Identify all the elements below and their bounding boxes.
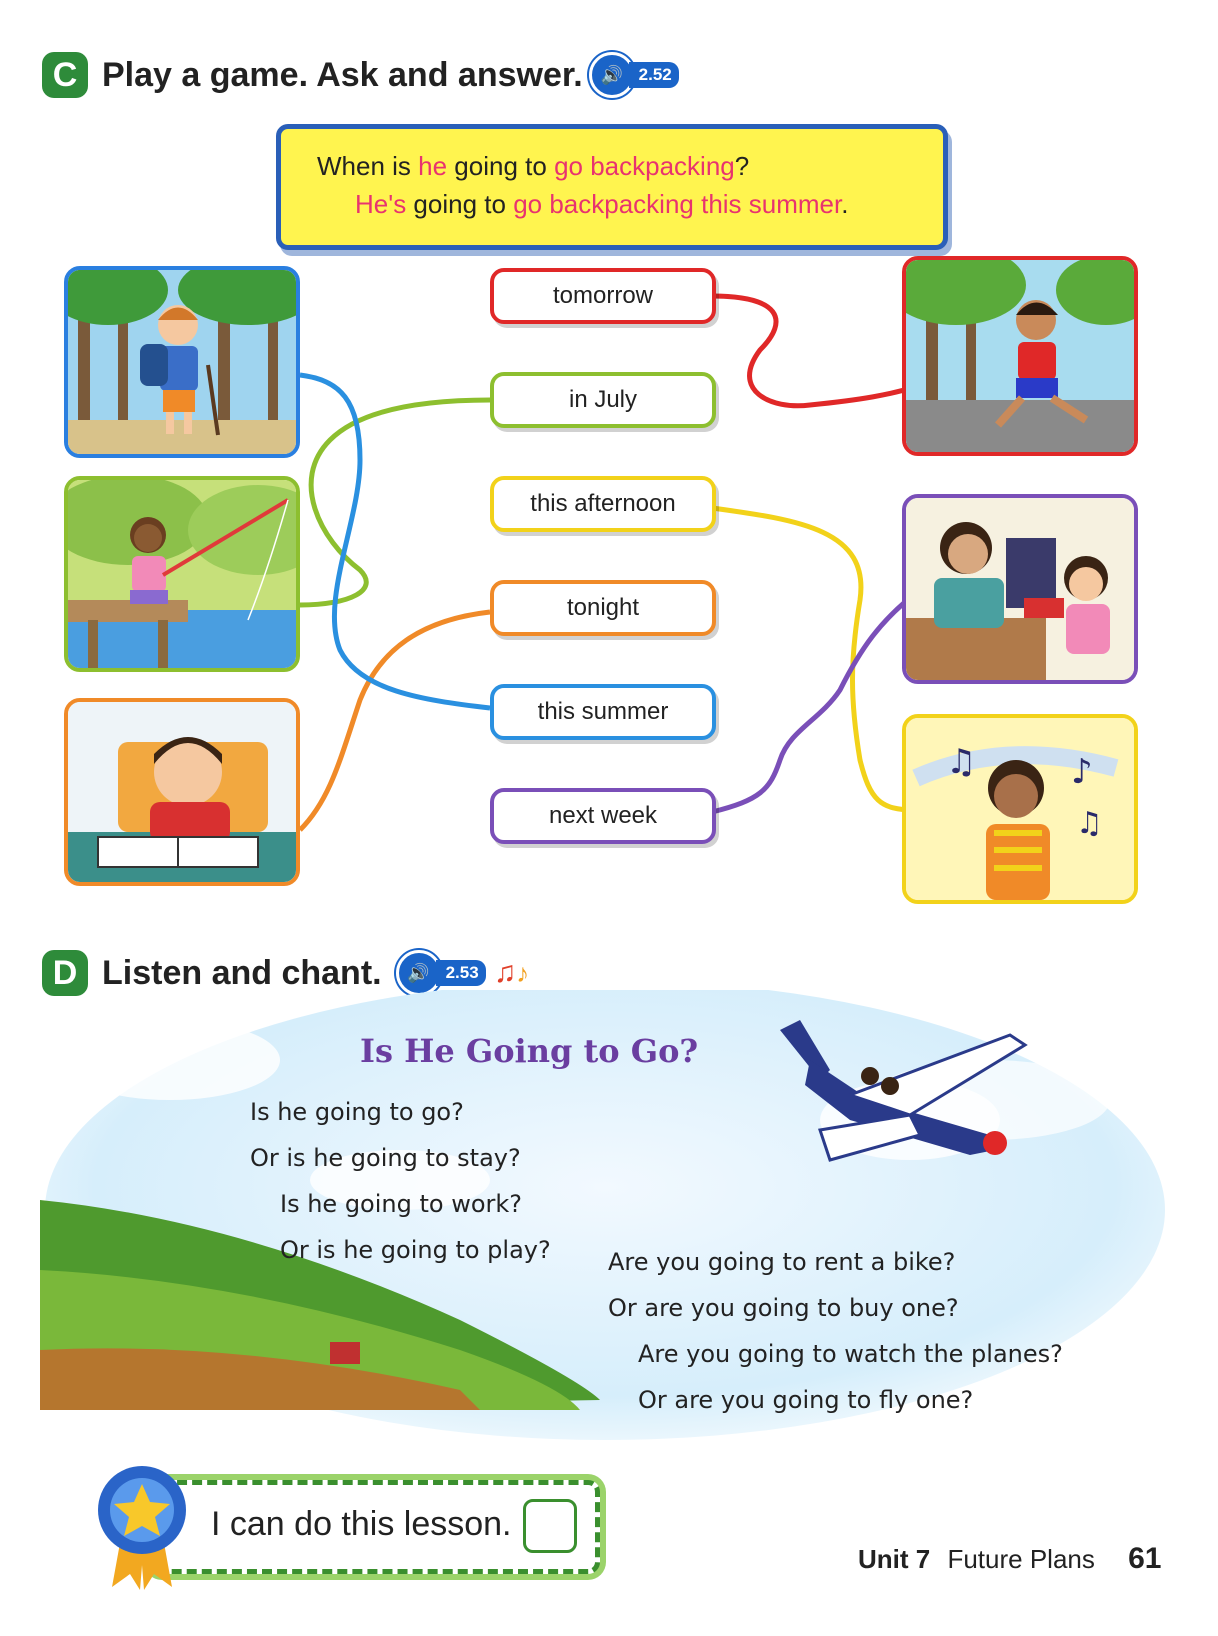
boy-music-picture[interactable] (902, 714, 1138, 904)
chant-title: Is He Going to Go? (360, 1032, 699, 1070)
can-do-box (150, 1480, 600, 1574)
word-box-this-afternoon[interactable] (490, 476, 716, 532)
line-nextweek-library (712, 590, 920, 812)
question-activity: go backpacking (554, 151, 735, 181)
audio-track-number: 2.53 (436, 960, 486, 986)
speaker-icon: 🔊 (396, 950, 442, 996)
chant-line: Or are you going to fly one? (638, 1386, 974, 1414)
word-box-this-summer[interactable] (490, 684, 716, 740)
girl-fishing-picture[interactable] (64, 476, 300, 672)
section-letter-d: D (42, 950, 88, 996)
svg-text:♪: ♪ (1071, 752, 1093, 792)
can-do-text: I can do this lesson. (211, 1505, 512, 1543)
chant-line: Or is he going to stay? (250, 1144, 521, 1172)
section-letter-c: C (42, 52, 88, 98)
star-ribbon-icon (92, 1462, 192, 1592)
section-d-title: Listen and chant. (102, 953, 382, 992)
line-summer-hiking (300, 375, 490, 708)
boy-backpacking-picture[interactable] (64, 266, 300, 458)
chant-line: Or are you going to buy one? (608, 1294, 959, 1322)
music-notes-icon: ♫ (493, 956, 517, 989)
question-text-1: When is (317, 151, 419, 181)
word-label: this summer (537, 698, 669, 725)
boy-reading-picture[interactable] (64, 698, 300, 886)
section-c-title: Play a game. Ask and answer. (102, 55, 583, 94)
question-subject: he (418, 151, 448, 181)
answer-activity-time: go backpacking this summer (513, 189, 842, 219)
svg-text:♫: ♫ (1076, 806, 1103, 841)
line-tonight-reading (300, 612, 490, 830)
speaker-icon: 🔊 (589, 52, 635, 98)
question-text-2: going to (447, 151, 555, 181)
word-label: tomorrow (552, 282, 654, 309)
answer-period: . (841, 189, 849, 219)
line-tomorrow-running (712, 296, 922, 406)
audio-track-number: 2.52 (629, 62, 679, 88)
footer-unit-title: Future Plans (947, 1544, 1095, 1574)
chant-line: Are you going to rent a bike? (608, 1248, 956, 1276)
word-label: in July (568, 386, 638, 413)
chant-line: Or is he going to play? (280, 1236, 551, 1264)
page-number: 61 (1128, 1542, 1162, 1575)
word-box-tonight[interactable] (490, 580, 716, 636)
answer-subject: He's (355, 189, 407, 219)
svg-text:♫: ♫ (946, 742, 977, 782)
word-label: this afternoon (530, 490, 676, 517)
can-do-checkbox[interactable] (523, 1499, 577, 1553)
chant-line: Is he going to work? (280, 1190, 523, 1218)
word-box-in-july[interactable] (490, 372, 716, 428)
chant-line: Is he going to go? (250, 1098, 464, 1126)
word-label: next week (548, 802, 658, 829)
girl-running-picture[interactable] (902, 256, 1138, 456)
footer (858, 1542, 1161, 1576)
airplane-illustration (760, 990, 1060, 1210)
question-mark: ? (734, 151, 750, 181)
word-box-next-week[interactable] (490, 788, 716, 844)
line-july-fishing (300, 400, 490, 605)
answer-text: going to (406, 189, 514, 219)
girl-library-picture[interactable] (902, 494, 1138, 684)
word-label: tonight (566, 594, 640, 621)
chant-line: Are you going to watch the planes? (638, 1340, 1063, 1368)
word-box-tomorrow[interactable] (490, 268, 716, 324)
footer-unit: Unit 7 (858, 1544, 931, 1574)
music-note-icon: ♪ (516, 957, 530, 988)
line-afternoon-music (712, 508, 915, 810)
